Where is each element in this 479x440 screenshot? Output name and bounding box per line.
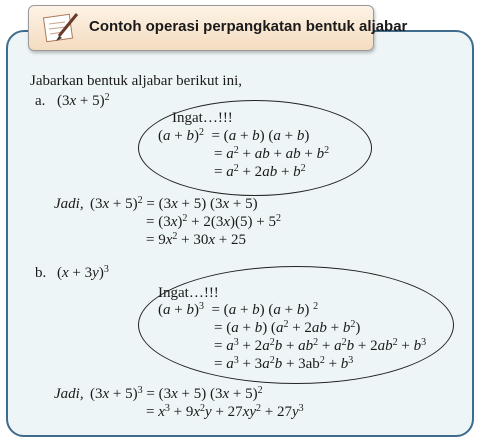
note-b-line-4: = $a^3 + 3a^2b + 3ab^2 + b^3$	[214, 355, 354, 372]
part-a-label: a.	[35, 93, 46, 109]
note-a-line-1: $(a + b)^2 = (a + b)$ (a + b)	[158, 127, 310, 144]
note-a-line-3: = $a^2 + 2ab + b^2$	[214, 163, 306, 180]
note-b-line-3: = $a^3 + 2a^2b + ab^2 + a^2b + 2ab^2 + b^3$	[214, 337, 427, 354]
part-b-label: b.	[35, 265, 47, 281]
pen-writing-icon	[39, 12, 81, 44]
part-a-solution-2: = $(3x)^2 + 2(3x)(5) + 5^2$	[146, 213, 281, 230]
note-a-line-2: = $a^2$ + ab + ab + $b^2$	[214, 145, 330, 162]
part-a-solution-1: $(3x + 5)^2 = (3x + 5)$ (3x + 5)	[90, 195, 258, 212]
note-b-line-1: $(a + b)^3 = (a + b)$ (a + b) $^2$	[158, 301, 319, 318]
note-b-heading: Ingat…!!!	[158, 285, 219, 301]
part-b-jadi: Jadi,	[54, 386, 84, 402]
part-a-jadi: Jadi,	[54, 196, 84, 212]
part-a-solution-3: = $9x^2 + 30x + 25$	[146, 231, 246, 248]
part-b-problem: $(x + 3y)^3$	[57, 264, 109, 281]
note-a-heading: Ingat…!!!	[172, 110, 233, 126]
intro-text: Jabarkan bentuk aljabar berikut ini,	[30, 73, 243, 89]
part-a-problem: $(3x + 5)^2$	[57, 92, 110, 109]
part-b-solution-2: = $x^3 + 9x^2y + 27xy^2 + 27y^3$	[146, 403, 304, 420]
part-b-solution-1: $(3x + 5)^3 = (3x + 5)$ $(3x + 5)^2$	[90, 385, 263, 402]
title-banner	[28, 5, 408, 51]
note-b-line-2: = (a + b) $(a^2 + 2ab + b^2)$	[214, 319, 361, 336]
page-title: Contoh operasi perpangkatan bentuk aljabar	[89, 18, 408, 35]
